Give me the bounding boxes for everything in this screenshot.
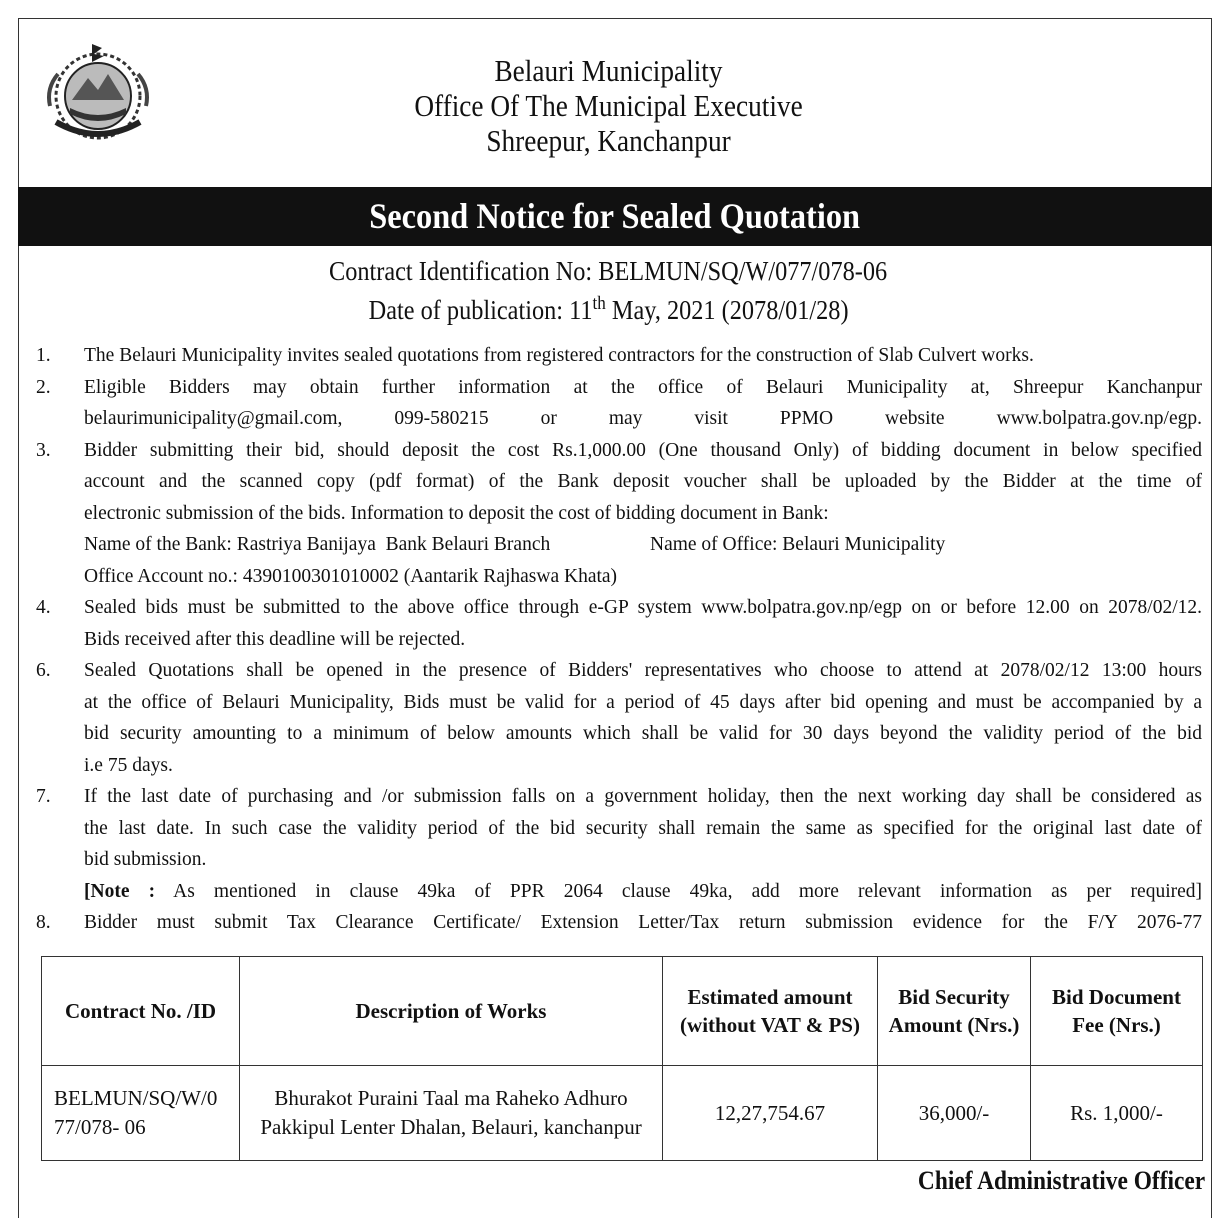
item-line: at the office of Belauri Municipality, Bids must be valid for a period of 45 days after bid opening and must be accompanied by a: [84, 691, 1202, 713]
item-line: belaurimunicipality@gmail.com, 099-580215 or may visit PPMO website www.bolpatra.gov.np/egp.: [84, 408, 1202, 429]
table-row: [42, 1066, 1203, 1161]
list-item: [36, 435, 1202, 593]
note-line: [84, 876, 1202, 908]
item-line: Sealed bids must be submitted to the above office through e-GP system www.bolpatra.gov.np/egp on or before 12.00 on 2078/02/12.: [84, 597, 1202, 618]
list-item: [36, 340, 1202, 372]
item-number: 3.: [36, 439, 51, 461]
contract-id-text: Contract Identification No: BELMUN/SQ/W/077/078-06: [329, 256, 888, 286]
item-line: Eligible Bidders may obtain further information at the office of Belauri Municipality at, Shreepur Kanchanpur: [84, 376, 1202, 398]
office-location: Shreepur, Kanchanpur: [486, 123, 731, 158]
item-line: the last date. In such case the validity period of the bid security shall remain the same as specified for the original last date of: [84, 817, 1202, 839]
publication-date-text: [369, 293, 849, 326]
publication-superscript: th: [592, 293, 606, 314]
header-fee: [1031, 957, 1203, 1066]
header-description-text: Description of Works: [355, 999, 547, 1023]
item-line: i.e 75 days.: [84, 754, 173, 776]
item-number: 7.: [36, 786, 51, 807]
signature-block: [886, 1166, 1205, 1196]
cell-contract-id: [42, 1066, 240, 1161]
bank-details: [84, 529, 1202, 561]
list-item: [36, 592, 1202, 655]
publication-suffix: May, 2021 (2078/01/28): [605, 295, 849, 325]
header-fee-line1: Bid Document: [1052, 985, 1181, 1009]
item-line: bid security amounting to a minimum of below amounts which shall be valid for 30 days beyond the validity period of the bid: [84, 723, 1202, 744]
contract-id-line2: 77/078- 06: [54, 1115, 146, 1139]
cell-estimated: 12,27,754.67: [663, 1066, 878, 1161]
note-text: As mentioned in clause 49ka of PPR 2064 clause 49ka, add more relevant information as per required]: [155, 880, 1202, 902]
item-line: Sealed Quotations shall be opened in the presence of Bidders' representatives who choose to attend at 2078/02/12 13:00 hours: [84, 660, 1202, 681]
header-estimated-line2: (without VAT & PS): [680, 1013, 860, 1037]
publication-prefix: Date of publication: 11: [368, 295, 593, 325]
description-line2: Pakkipul Lenter Dhalan, Belauri, kanchanpur: [260, 1115, 642, 1139]
list-item: [36, 372, 1202, 435]
publication-date-line: [0, 293, 1217, 326]
item-line: account and the scanned copy (pdf format) of the Bank deposit voucher shall be uploaded by the Bidder at the time of: [84, 471, 1202, 492]
notice-items: [36, 340, 1202, 939]
municipality-name: Belauri Municipality: [494, 53, 723, 88]
note-label: [Note :: [84, 880, 156, 902]
item-line: If the last date of purchasing and /or submission falls on a government holiday, then the next working day shall be considered as: [84, 786, 1202, 807]
notice-title-banner: [18, 187, 1212, 246]
table-header-row: [42, 957, 1203, 1066]
office-header: [0, 53, 1217, 158]
notice-title: Second Notice for Sealed Quotation: [369, 196, 861, 236]
office-name: Office Of The Municipal Executive: [414, 88, 803, 123]
header-security: [878, 957, 1031, 1066]
cell-fee: Rs. 1,000/-: [1031, 1066, 1203, 1161]
list-item: [36, 655, 1202, 781]
item-line: Bidder must submit Tax Clearance Certificate/ Extension Letter/Tax return submission evidence for the F/Y 2076-77: [84, 912, 1202, 933]
list-item: [36, 781, 1202, 907]
cell-security: 36,000/-: [878, 1066, 1031, 1161]
item-number: 8.: [36, 912, 51, 933]
item-line: bid submission.: [84, 849, 207, 870]
item-line: Bids received after this deadline will be rejected.: [84, 628, 466, 650]
list-item: [36, 907, 1202, 939]
item-line: The Belauri Municipality invites sealed quotations from registered contractors for the construction of Slab Culvert works.: [84, 345, 1034, 366]
item-number: 4.: [36, 597, 51, 618]
description-line1: Bhurakot Puraini Taal ma Raheko Adhuro: [274, 1086, 628, 1110]
header-security-line1: Bid Security: [898, 985, 1010, 1009]
header-description: [240, 957, 663, 1066]
signatory-title: Chief Administrative Officer: [917, 1166, 1205, 1195]
item-number: 1.: [36, 345, 51, 366]
header-contract-text: Contract No. /ID: [64, 999, 217, 1023]
office-account: Office Account no.: 4390100301010002 (Aantarik Rajhaswa Khata): [84, 565, 618, 587]
item-number: 2.: [36, 376, 51, 398]
item-line: Bidder submitting their bid, should deposit the cost Rs.1,000.00 (One thousand Only) of bidding document in below specified: [84, 439, 1202, 461]
bank-name: Name of the Bank: Rastriya Banijaya Bank Belauri Branch: [84, 534, 551, 555]
header-security-line2: Amount (Nrs.): [888, 1013, 1020, 1037]
header-fee-line2: Fee (Nrs.): [1072, 1013, 1161, 1037]
header-estimated: [663, 957, 878, 1066]
office-name-field: Name of Office: Belauri Municipality: [650, 534, 946, 555]
item-line: electronic submission of the bids. Information to deposit the cost of bidding document in Bank:: [84, 502, 829, 524]
cell-description: [240, 1066, 663, 1161]
header-contract: [42, 957, 240, 1066]
contract-id-line: [0, 256, 1217, 287]
contract-id-line1: BELMUN/SQ/W/0: [54, 1086, 218, 1110]
item-number: 6.: [36, 660, 51, 681]
header-estimated-line1: Estimated amount: [687, 985, 853, 1009]
works-table: [41, 956, 1203, 1161]
